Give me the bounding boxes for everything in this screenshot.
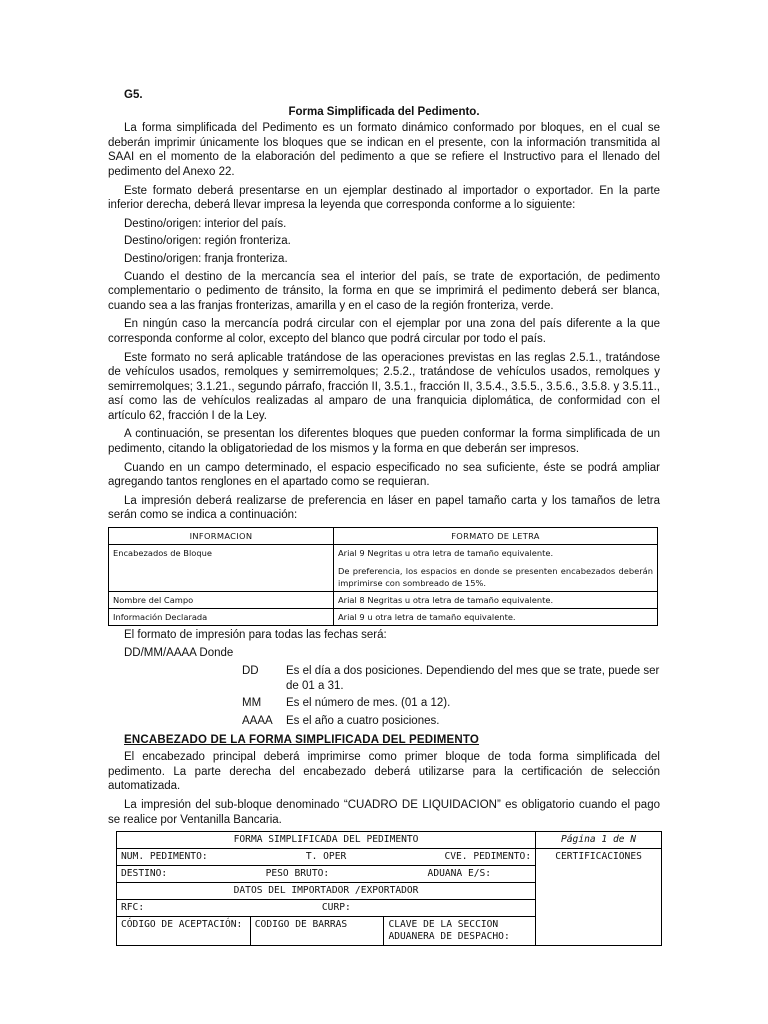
form-row: [117, 900, 536, 917]
field-aduana: ADUANA E/S:: [427, 868, 492, 880]
form-row: [117, 866, 536, 883]
table-cell: Nombre del Campo: [109, 592, 334, 609]
paragraph: La impresión deberá realizarse de preferencia en láser en papel tamaño carta y los tamaños de letra serán como se indica a continuación:: [108, 494, 660, 522]
definition-value: Es el día a dos posiciones. Dependiendo del mes que se trate, puede ser de 01 a 31.: [286, 665, 660, 692]
datos-importador-header: DATOS DEL IMPORTADOR /EXPORTADOR: [117, 883, 536, 900]
font-format-table: [108, 527, 658, 626]
paragraph: Cuando en un campo determinado, el espacio especificado no sea suficiente, éste se podrá ampliar agregando tantos renglones en el apartado como se requieran.: [108, 461, 660, 489]
paragraph: Este formato no será aplicable tratándose de las operaciones previstas en las reglas 2.5.1., tratándose de vehículos usados, remolques y semirremolques; 2.5.2., tratándose de vehículos usados, remolques y semirremolques; 3.1.21., segundo párrafo, fracción II, 3.5.1., fracción II, 3.5.4., 3.5.5., 3.5.6., 3.5.8. y 3.5.11., así como las de vehículos realizadas al amparo de una franquicia diplomática, de conformidad con el artículo 62, fracción I de la Ley.: [108, 351, 660, 422]
paragraph: El encabezado principal deberá imprimirse como primer bloque de toda forma simplificada del pedimento. La parte derecha del encabezado deberá utilizarse para la certificación de selección automatizada.: [108, 751, 660, 793]
definition-value: Es el número de mes. (01 a 12).: [286, 697, 451, 710]
date-format-pattern: DD/MM/AAAA Donde: [124, 646, 234, 659]
paragraph: Este formato deberá presentarse en un ejemplar destinado al importador o exportador. En la parte inferior derecha, deberá llevar impresa la leyenda que corresponda conforme a lo siguiente:: [108, 184, 660, 212]
paragraph: La impresión del sub-bloque denominado “CUADRO DE LIQUIDACION” es obligatorio cuando el pago se realice por Ventanilla Bancaria.: [108, 798, 660, 826]
table-cell: Información Declarada: [109, 609, 334, 626]
paragraph: Cuando el destino de la mercancía sea el interior del país, se trate de exportación, de pedimento complementario o pedimento de tránsito, la forma en que se imprimirá el pedimento deberá ser blanca, cuando sea a las franjas fronterizas, amarilla y en el caso de la región fronteriza, verde.: [108, 270, 660, 312]
section-heading: ENCABEZADO DE LA FORMA SIMPLIFICADA DEL PEDIMENTO: [124, 733, 480, 746]
form-row: [117, 849, 536, 866]
format-note: De preferencia, los espacios en donde se presenten encabezados deberán imprimirse con sombreado de 15%.: [338, 566, 653, 589]
field-num-pedimento: NUM. PEDIMENTO:: [121, 851, 208, 863]
table-cell: Arial 9 u otra letra de tamaño equivalente.: [334, 609, 658, 626]
field-codigo-aceptacion: CÓDIGO DE ACEPTACIÓN:: [117, 917, 251, 946]
field-cve-pedimento: CVE. PEDIMENTO:: [444, 851, 532, 863]
table-row: [109, 609, 658, 626]
certificaciones-cell: CERTIFICACIONES: [536, 849, 662, 946]
paragraph: A continuación, se presentan los diferentes bloques que pueden conformar la forma simplificada de un pedimento, citando la obligatoriedad de los mismos y la forma en que deberán ser impresos.: [108, 428, 660, 456]
definition-row: [242, 714, 660, 729]
field-destino: DESTINO:: [121, 868, 168, 880]
date-format-intro: El formato de impresión para todas las fechas será:: [124, 629, 387, 642]
definition-key: AAAA: [242, 715, 273, 727]
form-title: FORMA SIMPLIFICADA DEL PEDIMENTO: [117, 832, 536, 849]
form-header-table: [116, 831, 662, 946]
field-clave-seccion: CLAVE DE LA SECCION ADUANERA DE DESPACHO:: [384, 917, 536, 946]
paragraph: En ningún caso la mercancía podrá circular con el ejemplar por una zona del país diferente a la que corresponda conforme al color, excepto del blanco que podrá circular por todo el país.: [108, 318, 660, 345]
table-row: [109, 545, 658, 592]
table-header: INFORMACION: [109, 528, 334, 545]
definition-row: [242, 664, 660, 693]
date-definitions: [242, 664, 660, 728]
definition-row: [242, 696, 660, 711]
document-page: [108, 88, 660, 946]
definition-key: DD: [242, 665, 259, 678]
definition-key: MM: [242, 697, 262, 710]
destino-item: Destino/origen: franja fronteriza.: [124, 252, 288, 265]
field-peso-bruto: PESO BRUTO:: [265, 868, 330, 880]
field-rfc: RFC:: [121, 902, 145, 914]
table-header: FORMATO DE LETRA: [334, 528, 658, 545]
section-id: G5.: [124, 89, 143, 101]
definition-value: Es el año a cuatro posiciones.: [286, 715, 440, 727]
table-cell: Arial 8 Negritas u otra letra de tamaño equivalente.: [334, 592, 658, 609]
page-number: Página 1 de N: [536, 832, 662, 849]
format-text: Arial 9 Negritas u otra letra de tamaño equivalente.: [338, 548, 554, 559]
paragraph: La forma simplificada del Pedimento es un formato dinámico conformado por bloques, en el cual se deberán imprimir únicamente los bloques que se indican en el presente, con la información transmitida al SAAI en el momento de la elaboración del pedimento a que se refiere el Instructivo para el llenado del pedimento del Anexo 22.: [108, 122, 660, 178]
destino-item: Destino/origen: interior del país.: [124, 217, 287, 230]
document-title: Forma Simplificada del Pedimento.: [288, 105, 480, 118]
table-cell: Encabezados de Bloque: [109, 545, 334, 592]
table-row: [109, 592, 658, 609]
field-codigo-barras: CODIGO DE BARRAS: [250, 917, 384, 946]
field-curp: CURP:: [321, 902, 351, 914]
field-t-oper: T. OPER: [305, 851, 347, 863]
table-cell: [334, 545, 658, 592]
destino-item: Destino/origen: región fronteriza.: [124, 235, 291, 248]
